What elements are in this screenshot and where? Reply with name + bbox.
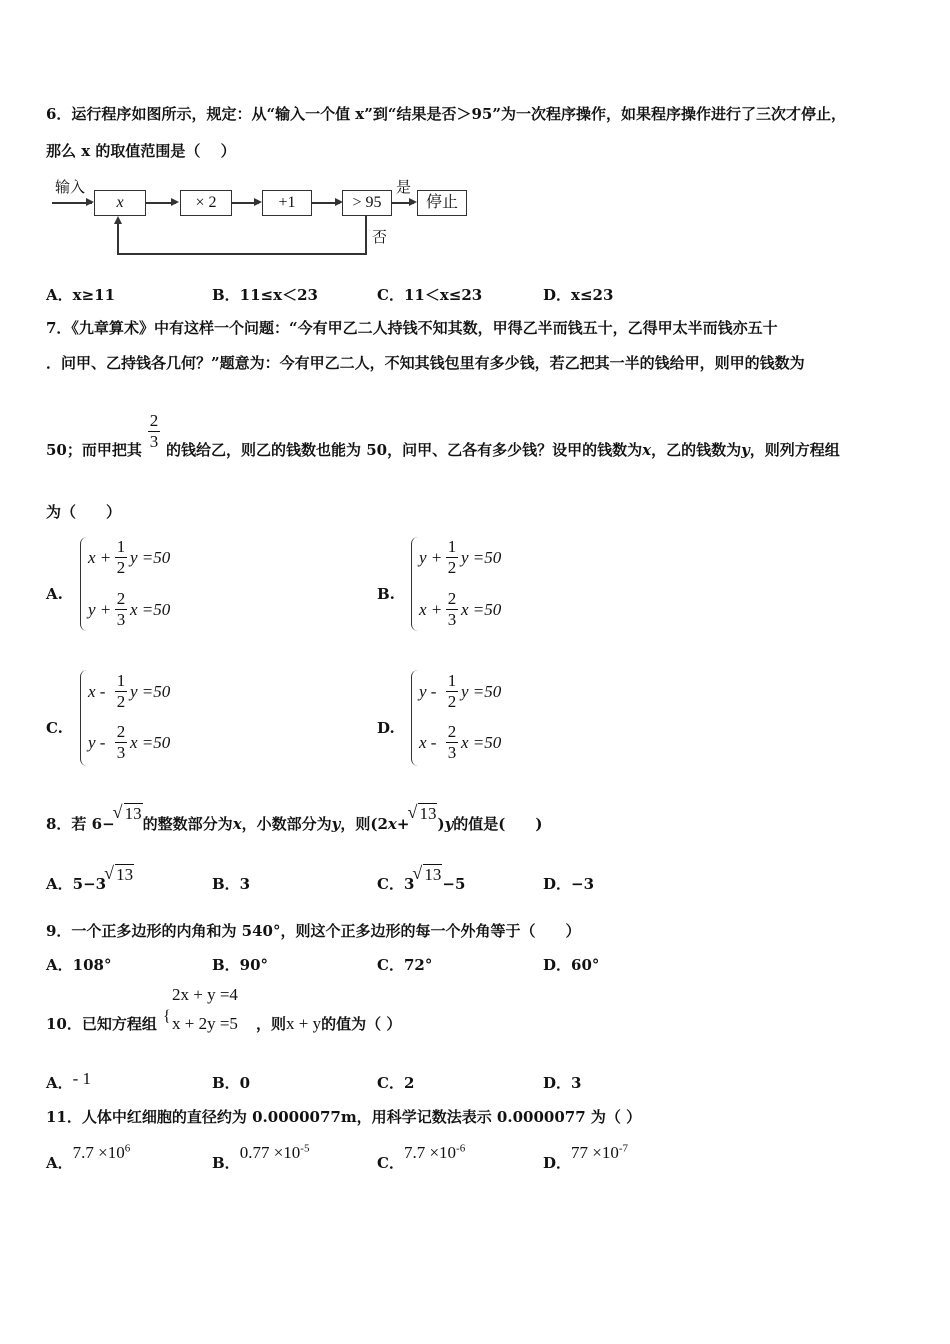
- q8-option-d[interactable]: D．−3: [543, 875, 595, 893]
- flow-no-label: 否: [372, 228, 388, 246]
- flow-input-label: 输入: [55, 178, 86, 196]
- q7-frac-2-3: 2 3: [149, 411, 159, 451]
- q8-option-c[interactable]: C．3√ 13−5: [377, 873, 465, 894]
- q6-line2: 那么 x 的取值范围是（ ）: [46, 142, 236, 160]
- flow-yes-label: 是: [396, 178, 412, 196]
- q11-option-b[interactable]: B．$0.77 \times 10^{-5}$: [212, 1142, 310, 1172]
- q9-option-b[interactable]: B．90°: [212, 956, 269, 974]
- option-label: B.: [377, 585, 395, 603]
- q11-option-c[interactable]: C．$7.7 \times 10^{-6}$: [377, 1142, 466, 1172]
- q7-line3b: 的钱给乙，则乙的钱数也能为 50，问甲、乙各有多少钱？设甲的钱数为x，乙的钱数为y，则列方程组: [166, 441, 840, 459]
- q9-question: 9．一个正多边形的内角和为 540°，则这个正多边形的每一个外角等于（ ）: [46, 922, 581, 940]
- q7-line1: 7．《九章算术》中有这样一个问题：“今有甲乙二人持钱不知其数，甲得乙半而钱五十，乙得甲太半而钱亦五十: [46, 319, 778, 337]
- q7-line3a: 50；而甲把其: [46, 441, 142, 459]
- q9-option-c[interactable]: C．72°: [377, 956, 433, 974]
- q10-post: ，则x + y的值为（ ）: [256, 1014, 402, 1033]
- q6-option-b[interactable]: B．11≤x＜23: [212, 286, 318, 304]
- flow-box-plus1: +1: [262, 190, 312, 216]
- q11-question: 11．人体中红细胞的直径约为 0.0000077m，用科学记数法表示 0.0000077 为（ ）: [46, 1108, 642, 1126]
- q8-option-b[interactable]: B．3: [212, 875, 251, 893]
- q7-line4: 为（ ）: [46, 503, 122, 521]
- q8-question: 8．若 6−√ 13的整数部分为x，小数部分为y，则(2x+√ 13)y的值是( ): [46, 813, 542, 834]
- q8-option-a[interactable]: A．5−3√ 13: [46, 873, 134, 894]
- q7-line2: ．问甲、乙持钱各几何？”题意为：今有甲乙二人，不知其钱包里有多少钱，若乙把其一半的钱给甲，则甲的钱数为: [46, 354, 805, 372]
- q10-option-d[interactable]: D．3: [543, 1074, 582, 1092]
- q10-pre: 10．已知方程组: [46, 1015, 157, 1033]
- q10-eq2: x + 2y =5: [172, 1014, 238, 1033]
- q10-eq1: 2x + y =4: [172, 985, 238, 1004]
- q6-option-d[interactable]: D．x≤23: [543, 286, 614, 304]
- flow-box-x: x: [94, 190, 146, 216]
- q10-option-c[interactable]: C．2: [377, 1074, 415, 1092]
- q9-option-a[interactable]: A．108°: [46, 956, 112, 974]
- q6-option-a[interactable]: A．x≥11: [46, 286, 116, 304]
- q9-option-d[interactable]: D．60°: [543, 956, 600, 974]
- q10-option-a[interactable]: A．- 1: [46, 1069, 92, 1092]
- option-label: A.: [46, 585, 63, 603]
- q10-option-b[interactable]: B．0: [212, 1074, 251, 1092]
- flow-box-gt95: > 95: [342, 190, 392, 216]
- q11-option-d[interactable]: D．$77 \times 10^{-7}$: [543, 1142, 629, 1172]
- flow-box-times2: × 2: [180, 190, 232, 216]
- q6-line1: 6．运行程序如图所示，规定：从“输入一个值 x”到“结果是否＞95”为一次程序操作，如果程序操作进行了三次才停止，: [46, 105, 846, 123]
- option-label: D.: [377, 719, 395, 737]
- option-label: C.: [46, 719, 63, 737]
- q6-option-c[interactable]: C．11＜x≤23: [377, 286, 483, 304]
- flow-box-stop: 停止: [417, 190, 467, 216]
- q11-option-a[interactable]: A．$7.7 \times 10^6$: [46, 1142, 131, 1172]
